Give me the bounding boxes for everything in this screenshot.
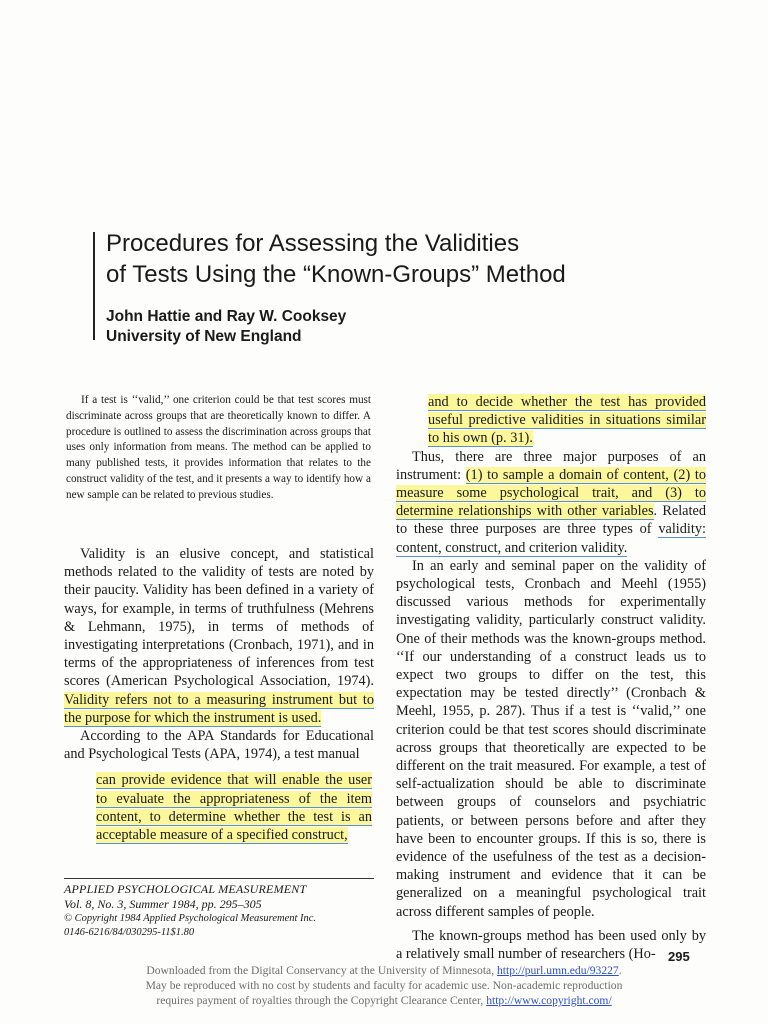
journal-copyright: © Copyright 1984 Applied Psychological Measurement Inc. xyxy=(64,913,317,924)
title-rule xyxy=(93,232,95,340)
article-title-line-1: Procedures for Assessing the Validities xyxy=(106,230,520,257)
paragraph-2: According to the APA Standards for Educational and Psychological Tests (APA, 1974), a test manual xyxy=(64,728,374,763)
underline-validity-types: validity: content, construct, and criterion validity. xyxy=(396,521,706,556)
journal-name: APPLIED PSYCHOLOGICAL MEASUREMENT xyxy=(64,882,307,896)
journal-code: 0146-6216/84/030295-11$1.80 xyxy=(64,927,195,938)
highlight-quote: can provide evidence that will enable the user to evaluate the appropriateness of the item content, to determine whether the test is an acceptable measure of a specified construct, xyxy=(96,772,372,844)
footer-line-1-end: . xyxy=(618,964,622,977)
paragraph-4: In an early and seminal paper on the validity of psychological tests, Cronbach and Meehl (1955) discussed various methods for experimentally investigating validity, particularly construct validity. One of their methods was the known-groups method. ‘‘If our understanding of a construct leads us to expect two groups to differ on the test, this expectation may be tested directly’’ (Cronbach & Meehl, 1955, p. 287). Thus if a test is ‘‘valid,’’ one criterion could be that test scores should discriminate across groups that theoretically are expected to be different on the trait measured. For example, a test of self-actualization should be able to discriminate between groups of counselors and psychiatric patients, or between persons before and after they have been to encounter groups. If this is so, there is evidence of the usefulness of the test as a decision-making instrument and evidence that it can be generalized on a meaningful psychological trait across different samples of people. xyxy=(396,557,706,920)
authors: John Hattie and Ray W. Cooksey xyxy=(106,308,347,325)
journal-volume: Vol. 8, No. 3, Summer 1984, pp. 295–305 xyxy=(64,897,262,911)
right-column xyxy=(396,393,706,963)
article-title-line-2: of Tests Using the “Known-Groups” Method xyxy=(106,261,566,288)
highlight-three-purposes: (1) to sample a domain of content, (2) to measure some psychological trait, and (3) to determine relationships with other variables xyxy=(396,466,706,520)
paragraph-3 xyxy=(396,448,706,557)
footer-line-1 xyxy=(64,963,704,978)
paragraph-1 xyxy=(64,545,374,727)
paragraph-3-pre: Thus, there are three major purposes of an instrument: xyxy=(396,448,706,483)
footer-line-1-text: Downloaded from the Digital Conservancy at the University of Minnesota, xyxy=(146,964,497,977)
abstract: If a test is ‘‘valid,’’ one criterion could be that test scores must discriminate across groups that are theoretically known to differ. A procedure is outlined to assess the discrimination across groups that uses only information from means. The method can be applied to many published tests, it provides information that relates to the construct validity of the test, and it presents a way to identify how a new sample can be related to previous studies. xyxy=(66,394,371,501)
purl-link[interactable]: http://purl.umn.edu/93227 xyxy=(497,964,619,977)
paragraph-3-mid: . Related to these three purposes are three types of xyxy=(396,503,706,538)
block-quote xyxy=(96,771,372,844)
page-number: 295 xyxy=(668,949,690,964)
footer-line-2: May be reproduced with no cost by students and faculty for academic use. Non-academic reproduction xyxy=(145,979,623,992)
left-column xyxy=(64,545,374,844)
copyright-link[interactable]: http://www.copyright.com/ xyxy=(486,994,612,1007)
block-quote-continued xyxy=(428,393,706,448)
journal-info xyxy=(64,878,374,940)
highlight-validity-purpose: Validity refers not to a measuring instrument but to the purpose for which the instrument is used. xyxy=(64,691,374,726)
highlight-quote-continued: and to decide whether the test has provided useful predictive validities in situations similar to his own (p. 31). xyxy=(428,394,706,447)
affiliation: University of New England xyxy=(106,328,302,345)
footer-line-3-text: requires payment of royalties through the Copyright Clearance Center, xyxy=(156,994,487,1007)
paragraph-1-text: Validity is an elusive concept, and statistical methods related to the validity of tests are noted by their paucity. Validity has been defined in a variety of ways, for example, in terms of truthfulness (Mehrens & Lehmann, 1975), in terms of methods of investigating interpretations (Cronbach, 1971), and in terms of the appropriateness of inferences from test scores (American Psychological Association, 1974). xyxy=(64,546,374,690)
paragraph-5: The known-groups method has been used only by a relatively small number of researchers (Ho- xyxy=(396,927,706,963)
download-footer xyxy=(64,963,704,1008)
title-block xyxy=(106,228,726,347)
footer-line-3 xyxy=(64,993,704,1008)
